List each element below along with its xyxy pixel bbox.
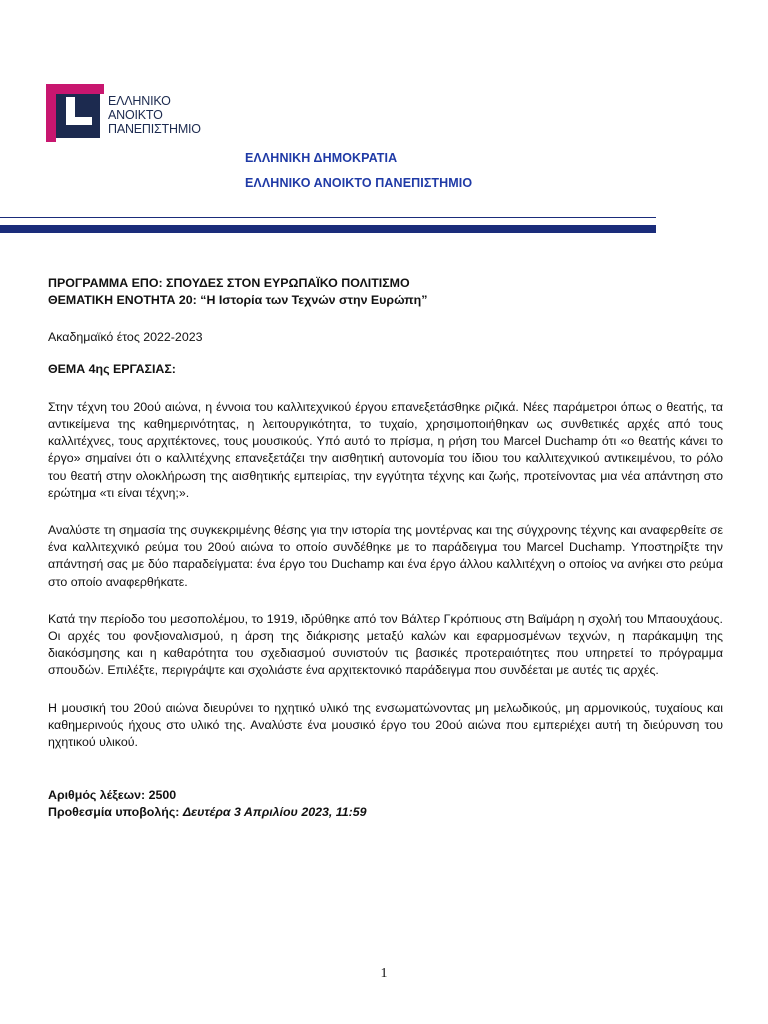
- document-body: [48, 275, 723, 822]
- university-logo-text: [108, 94, 201, 136]
- header-republic: ΕΛΛΗΝΙΚΗ ΔΗΜΟΚΡΑΤΙΑ: [245, 151, 398, 165]
- paragraph-3: Κατά την περίοδο του μεσοπολέμου, το 1919, ιδρύθηκε από τον Βάλτερ Γκρόπιους στη Βαϊμάρη η σχολή του Μπαουχάους. Οι αρχές του φονξιοναλισμού, η άρση της διάκρισης μεταξύ καλών και εφαρμοσμένων τεχνών, η παράκαμψη της διακόσμησης και η καθαρότητα του σχεδιασμού συνιστούν τις βασικές προτεραιότητες που υπηρετεί το πρόγραμμα σπουδών. Επιλέξτε, περιγράψτε και σχολιάστε ένα αρχιτεκτονικό παράδειγμα που συνδέεται με αυτές τις αρχές.: [48, 611, 723, 678]
- deadline-value: Δευτέρα 3 Απριλίου 2023, 11:59: [182, 805, 367, 820]
- paragraph-2: Αναλύστε τη σημασία της συγκεκριμένης θέσης για την ιστορία της μοντέρνας και της σύγχρονης τέχνης και αναφερθείτε σε ένα καλλιτεχνικό ρεύμα του 20ού αιώνα το οποίο συνδέθηκε με το παράδειγμα του Marcel Duchamp. Υποστηρίξτε την απάντησή σας με δύο παραδείγματα: ένα έργο του Duchamp και ένα έργο άλλου καλλιτέχνη ο οποίος να ανήκει στο ρεύμα στο οποίο αναφερθήκατε.: [48, 523, 723, 589]
- logo-line-3: ΠΑΝΕΠΙΣΤΗΜΙΟ: [108, 122, 201, 136]
- header-divider-thick: [0, 225, 656, 233]
- university-logo: [46, 84, 216, 144]
- header-divider-thin: [0, 217, 656, 218]
- page-number: 1: [380, 966, 388, 981]
- word-count: Αριθμός λέξεων: 2500: [48, 788, 177, 803]
- program-title: ΠΡΟΓΡΑΜΜΑ ΕΠΟ: ΣΠΟΥΔΕΣ ΣΤΟΝ ΕΥΡΩΠΑΪΚΟ ΠΟΛΙΤΙΣΜΟ: [48, 276, 410, 290]
- logo-line-2: ΑΝΟΙΚΤΟ: [108, 108, 163, 122]
- submission-deadline: [48, 804, 723, 821]
- deadline-label: Προθεσμία υποβολής:: [48, 805, 183, 820]
- module-title: ΘΕΜΑΤΙΚΗ ΕΝΟΤΗΤΑ 20: “Η Ιστορία των Τεχνών στην Ευρώπη”: [48, 293, 428, 308]
- university-logo-mark: [46, 84, 104, 142]
- header-university: ΕΛΛΗΝΙΚΟ ΑΝΟΙΚΤΟ ΠΑΝΕΠΙΣΤΗΜΙΟ: [245, 176, 473, 190]
- logo-line-1: ΕΛΛΗΝΙΚΟ: [108, 94, 171, 108]
- assignment-title: ΘΕΜΑ 4ης ΕΡΓΑΣΙΑΣ:: [48, 361, 176, 376]
- academic-year: Ακαδημαϊκό έτος 2022-2023: [48, 330, 203, 345]
- paragraph-4: Η μουσική του 20ού αιώνα διευρύνει το ηχητικό υλικό της ενσωματώνοντας μη μελωδικούς, μη αρμονικούς, τυχαίους και καθημερινούς ήχους στο υλικό της. Αναλύστε ένα μουσικό έργο του 20ού αιώνα που εμπεριέχει αυτή τη διεύρυνση του ηχητικού υλικού.: [48, 700, 723, 750]
- paragraph-1: Στην τέχνη του 20ού αιώνα, η έννοια του καλλιτεχνικού έργου επανεξετάσθηκε ριζικά. Νέες παράμετροι όπως ο θεατής, τα αντικείμενα της καθημερινότητας, η λειτουργικότητα, το τυχαίο, χρησιμοποιήθηκαν ως συνθετικές αρχές από τους καλλιτέχνες, τους αρχιτέκτονες, τους μουσικούς. Υπό αυτό το πρίσμα, η ρήση του Marcel Duchamp ότι «ο θεατής κάνει το έργο» σημαίνει ότι ο καλλιτέχνης επανεξετάζει την αισθητική αυτονομία του ίδιου του καλλιτεχνικού αντικειμένου, το ρόλο του θεατή στην ολοκλήρωση της αισθητικής εμπειρίας, την εγγύτητα τέχνης και ζωής, προτείνοντας μια νέα απάντηση στο ερώτημα «τι είναι τέχνη;».: [48, 399, 723, 500]
